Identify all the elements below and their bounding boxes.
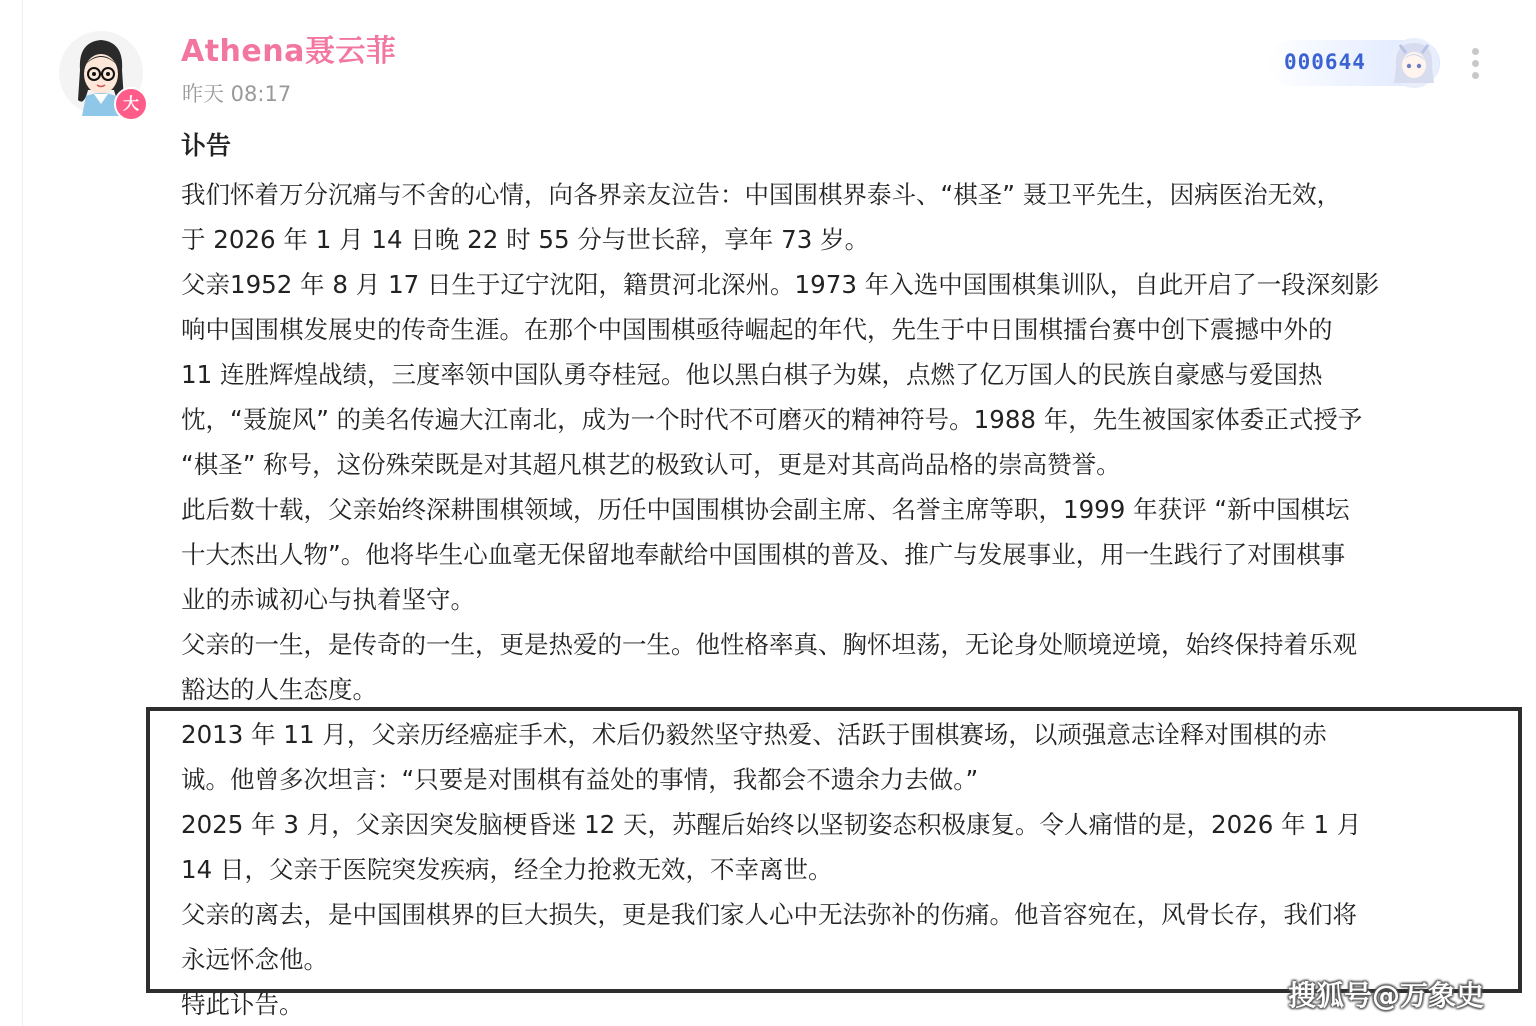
body-line: 响中国围棋发展史的传奇生涯。在那个中国围棋亟待崛起的年代，先生于中日围棋擂台赛中创下震撼中外的 [181,315,1333,344]
fan-number: 000644 [1284,50,1366,74]
body-line: 于 2026 年 1 月 14 日晚 22 时 55 分与世长辞，享年 73 岁。 [181,225,870,254]
left-divider [22,0,23,1026]
author-level-badge: 大 [114,87,148,121]
body-line: 父亲的一生，是传奇的一生，更是热爱的一生。他性格率真、胸怀坦荡，无论身处顺境逆境，始终保持着乐观 [181,630,1357,659]
watermark: 搜狐号@万象史 [1288,979,1485,1012]
body-line: 永远怀念他。 [181,945,328,974]
body-line: 11 连胜辉煌战绩，三度率领中国队勇夺桂冠。他以黑白棋子为媒，点燃了亿万国人的民族自豪感与爱国热 [181,360,1323,389]
post-heading: 讣告 [181,131,232,160]
body-line: “棋圣” 称号，这份殊荣既是对其超凡棋艺的极致认可，更是对其高尚品格的崇高赞誉。 [181,450,1121,479]
body-line: 诚。他曾多次坦言：“只要是对围棋有益处的事情，我都会不遗余力去做。” [181,765,979,794]
body-line: 2025 年 3 月，父亲因突发脑梗昏迷 12 天，苏醒后始终以坚韧姿态积极康复。令人痛惜的是，2026 年 1 月 [181,810,1362,839]
body-line: 业的赤诚初心与执着坚守。 [181,585,475,614]
more-vertical-icon[interactable] [1464,48,1486,84]
author-name[interactable]: Athena聂云菲 [181,34,397,69]
body-line: 豁达的人生态度。 [181,675,377,704]
body-line: 特此讣告。 [181,990,304,1019]
fan-number-badge[interactable] [1268,40,1440,86]
body-line: 我们怀着万分沉痛与不舍的心情，向各界亲友泣告：中国围棋界泰斗、“棋圣” 聂卫平先生，因病医治无效， [181,180,1342,209]
body-line: 14 日，父亲于医院突发疾病，经全力抢救无效，不幸离世。 [181,855,833,884]
body-line: 父亲1952 年 8 月 17 日生于辽宁沈阳，籍贯河北深州。1973 年入选中国围棋集训队，自此开启了一段深刻影 [181,270,1380,299]
body-line: 此后数十载，父亲始终深耕围棋领域，历任中国围棋协会副主席、名誉主席等职，1999 年获评 “新中国棋坛 [181,495,1350,524]
body-line: 2013 年 11 月，父亲历经癌症手术，术后仍毅然坚守热爱、活跃于围棋赛场，以顽强意志诠释对围棋的赤 [181,720,1327,749]
body-line: 十大杰出人物”。他将毕生心血毫无保留地奉献给中国围棋的普及、推广与发展事业，用一生践行了对围棋事 [181,540,1346,569]
highlight-frame [146,707,1522,993]
post-timestamp: 昨天 08:17 [182,82,292,106]
anime-character-icon [1388,37,1440,89]
body-line: 忱，“聂旋风” 的美名传遍大江南北，成为一个时代不可磨灭的精神符号。1988 年，先生被国家体委正式授予 [181,405,1363,434]
body-line: 父亲的离去，是中国围棋界的巨大损失，更是我们家人心中无法弥补的伤痛。他音容宛在，风骨长存，我们将 [181,900,1357,929]
